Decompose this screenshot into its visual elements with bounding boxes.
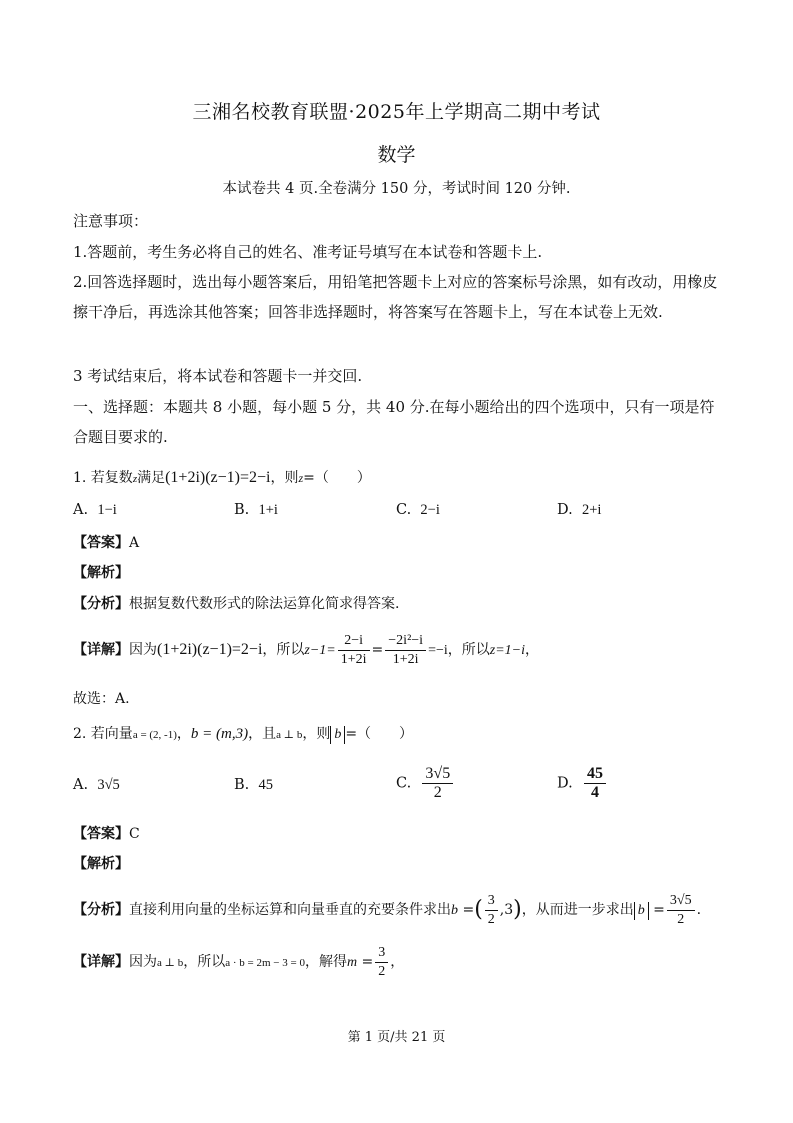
q2-stem: 2. 若向量a = (2, -1)，b = (m,3)，且a ⊥ b，则 b =（ ） <box>73 726 414 742</box>
q2-option-c: C. $\frac{3√5}{2}$ <box>396 765 455 802</box>
q1-stem-eq: (1+2i)(z−1)=2−i <box>165 469 271 486</box>
q1-frac-2: $\frac{\text{−2i²−i}}{1+2i}$ <box>385 632 426 669</box>
notice-item-1: 1.答题前，考生务必将自己的姓名、准考证号填写在本试卷和答题卡上. <box>73 243 543 261</box>
q1-stem: 1. 若复数z满足(1+2i)(z−1)=2−i，则z=（ ） <box>73 469 371 486</box>
q2-analysis-tag: 【解析】 <box>73 856 129 872</box>
q1-fenxi: 【分析】根据复数代数形式的除法运算化简求得答案. <box>73 596 400 612</box>
notice-item-2: 2.回答选择题时，选出每小题答案后，用铅笔把答题卡上对应的答案标号涂黑，如有改动，用橡皮擦干净后，再选涂其他答案；回答非选择题时，将答案写在答题卡上，写在本试卷上无效. <box>73 273 718 321</box>
q1-option-c: C. 2−i <box>396 502 440 518</box>
page-footer: 第 1 页/共 21 页 <box>347 1030 446 1045</box>
q1-stem-mid: 满足 <box>137 470 166 486</box>
q1-stem-suffix: ，则 <box>270 470 299 486</box>
q2-option-a: A. 3√5 <box>73 777 120 793</box>
q2-answer: 【答案】C <box>73 826 140 842</box>
q1-analysis-tag: 【解析】 <box>73 565 129 581</box>
exam-subject: 数学 <box>377 144 416 166</box>
q1-conclusion: 故选：A. <box>73 691 130 707</box>
q2-vec-a: a = (2, -1) <box>132 729 177 741</box>
q1-option-b: B. 1+i <box>234 502 278 518</box>
q1-stem-end: =（ ） <box>303 470 371 486</box>
section-1-instructions: 一、选择题：本题共 8 小题，每小题 5 分，共 40 分.在每小题给出的四个选项中，只有一项是符合题目要求的. <box>73 398 715 446</box>
q1-detail: 【详解】因为(1+2i)(z−1)=2−i，所以z−1= $\frac{2-i}{1+2i}$ = $\frac{\text{−2i²−i}}{1+2i}$ =−i，所以z=1−i， <box>73 632 539 667</box>
exam-info: 本试卷共 4 页.全卷满分 150 分，考试时间 120 分钟. <box>222 181 571 197</box>
q1-stem-prefix: 1. 若复数 <box>73 470 133 486</box>
q2-option-d: D. $\frac{45}{4}$ <box>557 765 608 802</box>
q1-option-d: D. 2+i <box>557 502 602 518</box>
q2-option-b: B. 45 <box>234 777 273 793</box>
q1-option-a: A. 1−i <box>73 502 117 518</box>
notice-item-3: 3 考试结束后，将本试卷和答题卡一并交回. <box>73 367 363 385</box>
q2-fenxi: 【分析】直接利用向量的坐标运算和向量垂直的充要条件求出b =( $\frac{3}{2}$ ,3)，从而进一步求出 b = $\frac{3√5}{2}$ . <box>73 892 702 927</box>
q1-answer: 【答案】A <box>73 535 140 551</box>
exam-title: 三湘名校教育联盟·2025年上学期高二期中考试 <box>192 101 601 123</box>
q1-frac-1: $\frac{2-i}{1+2i}$ <box>338 632 370 669</box>
q2-detail: 【详解】因为a ⊥ b，所以a · b = 2m − 3 = 0，解得m = $\frac{3}{2}$ ， <box>73 944 405 979</box>
q2-vec-b: b = (m,3) <box>190 726 249 742</box>
notice-heading: 注意事项： <box>73 212 149 230</box>
